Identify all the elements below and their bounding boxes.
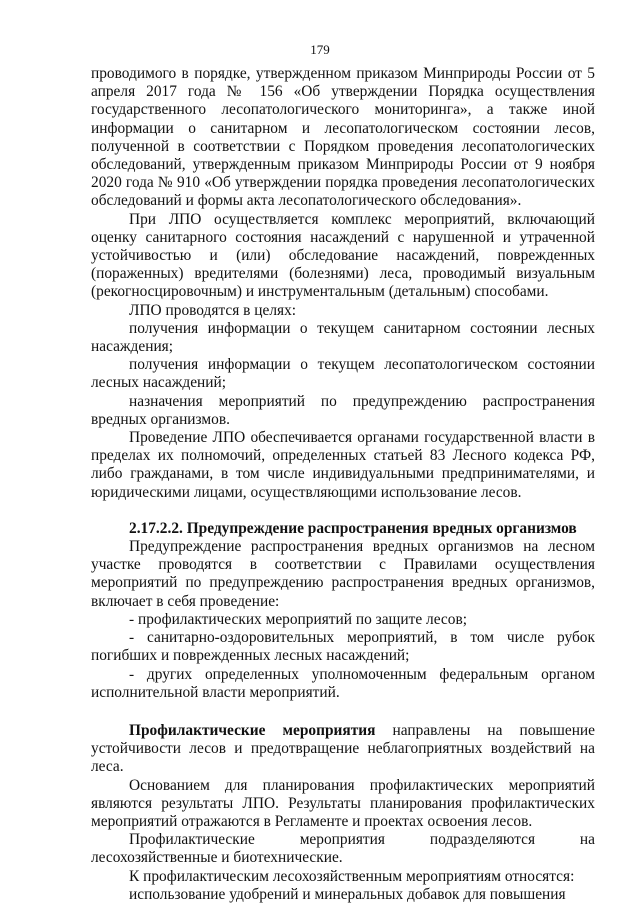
paragraph-preventive-types: Профилактические мероприятия подразделяются на лесохозяйственные и биотехнические.	[91, 831, 595, 867]
paragraph-monitoring-basis: проводимого в порядке, утвержденном приказом Минприроды России от 5 апреля 2017 года № 156 «Об утверждении Порядка осуществления государственного лесопатологического мониторинга», а также иной информации о санитарном и лесопатологическом состоянии лесов, полученной в соответствии с Порядком проведения лесопатологических обследований, утвержденным приказом Минприроды России от 9 ноября 2020 года № 910 «Об утверждении порядка проведения лесопатологических обследований и формы акта лесопатологического обследования».	[91, 65, 595, 210]
section-heading: 2.17.2.2. Предупреждение распространения вредных организмов	[129, 519, 577, 537]
list-item-fertilizers: использование удобрений и минеральных добавок для повышения	[129, 885, 566, 903]
paragraph-text: направлены на повышение устойчивости лесов и предотвращение неблагоприятных воздействий на леса.	[91, 721, 595, 776]
list-item-sanitary-measures: - санитарно-оздоровительных мероприятий, в том числе рубок погибших и поврежденных лесных насаждений;	[91, 629, 595, 665]
list-item-measures: назначения мероприятий по предупреждению распространения вредных организмов.	[91, 392, 595, 428]
page-content	[91, 65, 595, 904]
list-item-sanitary-info: получения информации о текущем санитарном состоянии лесных насаждения;	[91, 319, 595, 356]
list-item-preventive: - профилактических мероприятий по защите лесов;	[129, 610, 468, 628]
page-number: 179	[310, 42, 330, 57]
paragraph-prevention-intro: Предупреждение распространения вредных организмов на лесном участке проводятся в соответствии с Правилами осуществления мероприятий по предупреждению распространения вредных организмов, включает в себя проведение:	[91, 538, 595, 610]
list-item-other-measures: - других определенных уполномоченным федеральным органом исполнительной власти мероприятий.	[91, 665, 595, 701]
paragraph-preventive-purpose	[91, 722, 595, 777]
paragraph-planning-basis: Основанием для планирования профилактических мероприятий являются результаты ЛПО. Результаты планирования профилактических мероприятий отражаются в Регламенте и проектах освоения лесов.	[91, 776, 595, 830]
spacer	[91, 702, 595, 722]
paragraph-forestry-measures-intro: К профилактическим лесохозяйственным мероприятиям относятся:	[129, 867, 575, 885]
list-item-pathology-info: получения информации о текущем лесопатологическом состоянии лесных насаждений;	[91, 356, 595, 392]
paragraph-lpo-provision: Проведение ЛПО обеспечивается органами государственной власти в пределах их полномочий, определенных статьей 83 Лесного кодекса РФ, либо гражданами, в том числе индивидуальными предпринимателями, и юридическими лицами, осуществляющими использование лесов.	[91, 429, 595, 501]
bold-term: Профилактические мероприятия	[129, 721, 376, 739]
spacer	[91, 502, 595, 520]
paragraph-lpo-complex: При ЛПО осуществляется комплекс мероприятий, включающий оценку санитарного состояния насаждений с нарушенной и утраченной устойчивостью и (или) обследование насаждений, поврежденных (пораженных) вредителями (болезнями) леса, проводимый визуальным (рекогносцировочным) и инструментальным (детальным) способами.	[91, 210, 595, 301]
paragraph-lpo-goals-intro: ЛПО проводятся в целях:	[129, 301, 297, 319]
